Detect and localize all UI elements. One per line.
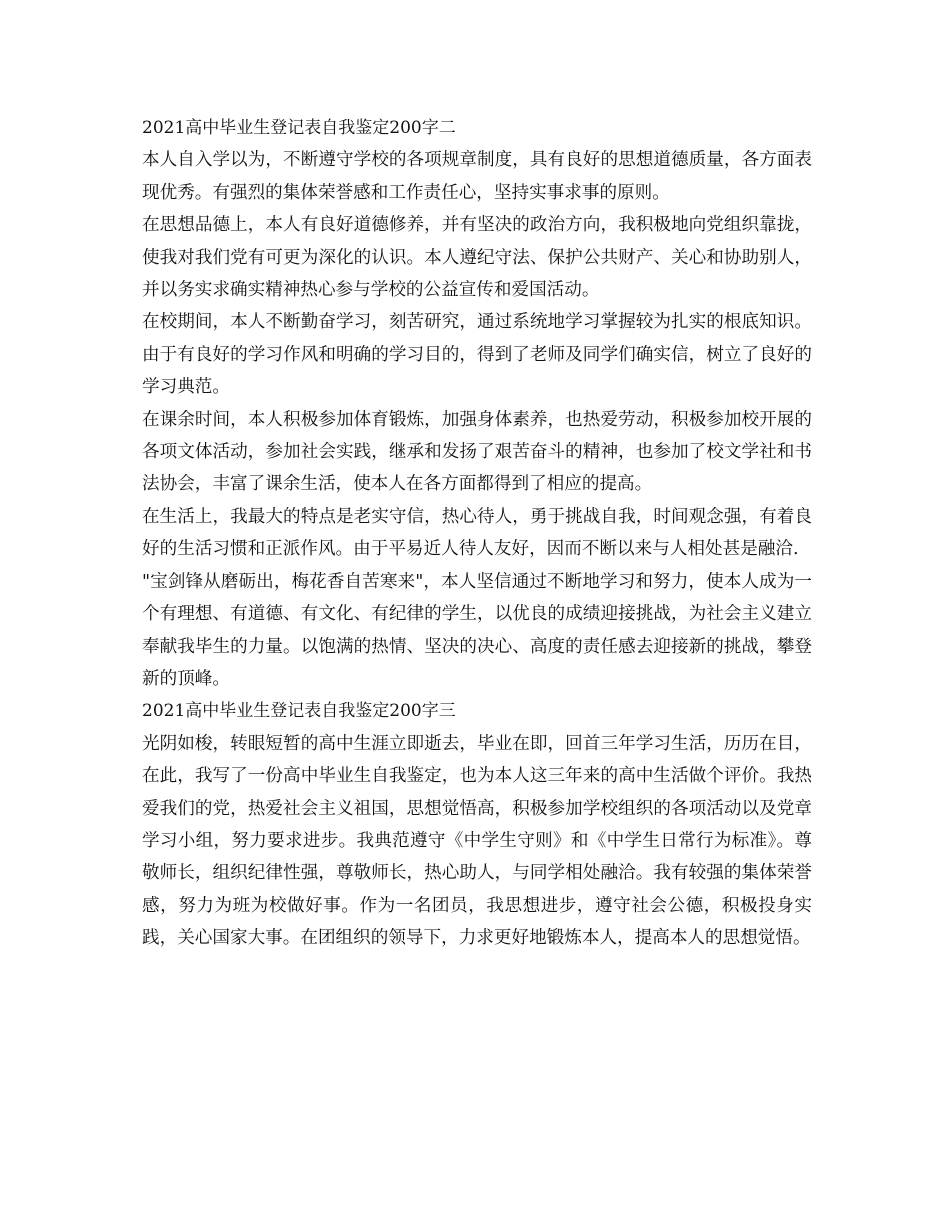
paragraph: 光阴如梭，转眼短暂的高中生涯立即逝去，毕业在即，回首三年学习生活，历历在目，在此，我写了一份高中毕业生自我鉴定，也为本人这三年来的高中生活做个评价。我热爱我们的党，热爱社会主义祖国，思想觉悟高，积极参加学校组织的各项活动以及党章学习小组，努力要求进步。我典范遵守《中学生守则》和《中学生日常行为标准》。尊敬师长，组织纪律性强，尊敬师长，热心助人，与同学相处融洽。我有较强的集体荣誉感，努力为班为校做好事。作为一名团员，我思想进步，遵守社会公德，积极投身实践，关心国家大事。在团组织的领导下，力求更好地锻炼本人，提高本人的思想觉悟。: [142, 733, 812, 949]
section-heading: 2021高中毕业生登记表自我鉴定200字三: [142, 701, 456, 722]
document-body: [142, 112, 812, 955]
paragraph: 在校期间，本人不断勤奋学习，刻苦研究，通过系统地学习掌握较为扎实的根底知识。由于有良好的学习作风和明确的学习目的，得到了老师及同学们确实信，树立了良好的学习典范。: [142, 312, 812, 398]
paragraph: 在课余时间，本人积极参加体育锻炼，加强身体素养，也热爱劳动，积极参加校开展的各项文体活动，参加社会实践，继承和发扬了艰苦奋斗的精神，也参加了校文学社和书法协会，丰富了课余生活，使本人在各方面都得到了相应的提高。: [142, 409, 812, 495]
paragraph: "宝剑锋从磨砺出，梅花香自苦寒来"，本人坚信通过不断地学习和努力，使本人成为一个有理想、有道德、有文化、有纪律的学生，以优良的成绩迎接挑战，为社会主义建立奉献我毕生的力量。以饱满的热情、坚决的决心、高度的责任感去迎接新的挑战，攀登新的顶峰。: [142, 571, 812, 689]
paragraph: 在思想品德上，本人有良好道德修养，并有坚决的政治方向，我积极地向党组织靠拢，使我对我们党有可更为深化的认识。本人遵纪守法、保护公共财产、关心和协助别人，并以务实求确实精神热心参与学校的公益宣传和爱国活动。: [142, 215, 812, 301]
section-heading: 2021高中毕业生登记表自我鉴定200字二: [142, 118, 456, 138]
paragraph: 在生活上，我最大的特点是老实守信，热心待人，勇于挑战自我，时间观念强，有着良好的生活习惯和正派作风。由于平易近人待人友好，因而不断以来与人相处甚是融洽.: [142, 506, 812, 560]
paragraph: 本人自入学以为，不断遵守学校的各项规章制度，具有良好的思想道德质量，各方面表现优秀。有强烈的集体荣誉感和工作责任心，坚持实事求事的原则。: [142, 150, 812, 203]
